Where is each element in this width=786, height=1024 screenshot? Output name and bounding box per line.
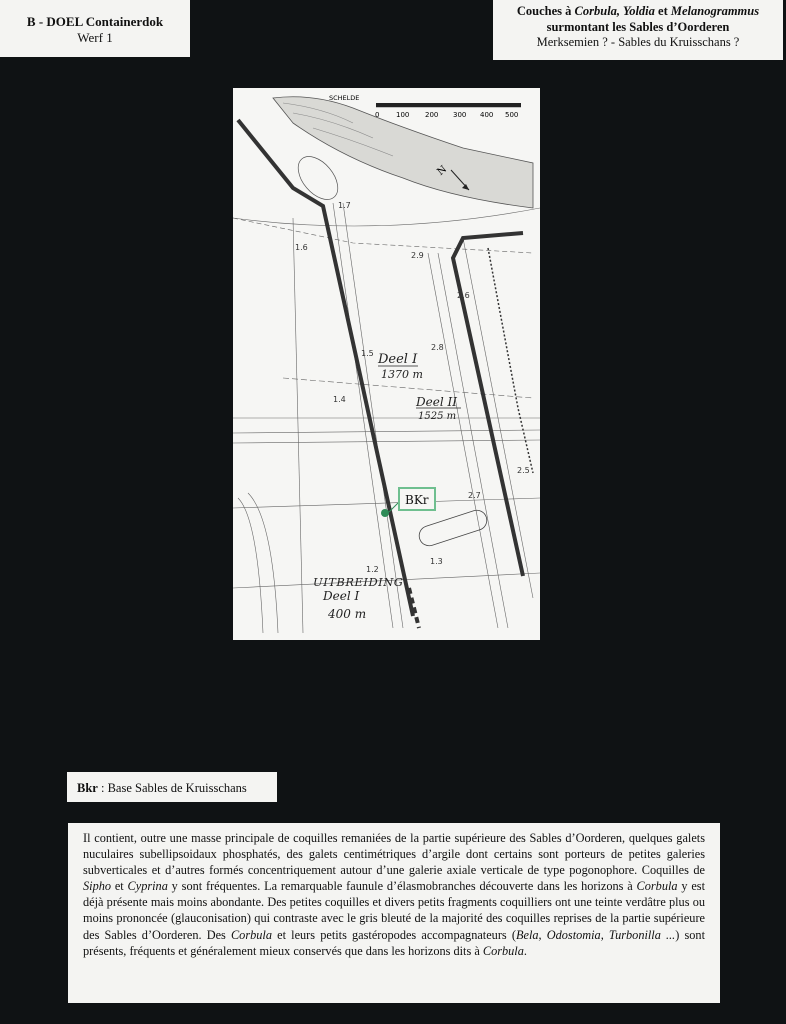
scale-tick-200: 200: [425, 111, 439, 119]
desc-taxon-corbula-2: Corbula: [230, 927, 272, 942]
scale-tick-500: 500: [505, 111, 519, 119]
desc-taxon-cyprina: Cyprina: [127, 879, 168, 894]
handwritten-notes: [313, 352, 461, 621]
bkr-label: BKr: [405, 493, 429, 507]
desc-taxon-corbula-3: Corbula: [482, 943, 524, 958]
scale-ticks: [375, 111, 518, 119]
site-title-box: [0, 0, 190, 57]
desc-et: et: [111, 879, 128, 894]
desc-part-4: et leurs petits gastéropodes accompagnateurs (: [271, 927, 516, 942]
desc-part-3: y est déjà présente mais moins abondante. Des petites coquilles et divers petits fragments coquilliers ont une teinte verdâtre plus ou moins prononcée (glauconisation) qui contraste avec le gris bleuté de la majorité des coquilles reprises de la partie supérieure des Sables d’Oorderen. Des: [83, 879, 705, 942]
scale-tick-0: 0: [375, 111, 380, 119]
distance-label-2-5: 2.5: [517, 466, 530, 475]
desc-part-2: y sont fréquentes. La remarquable faunule d’élasmobranches découverte dans les horizons à: [167, 879, 637, 894]
distance-label-2-9: 2.9: [411, 251, 424, 260]
desc-taxon-sipho: Sipho: [83, 879, 112, 894]
desc-part-6: .: [523, 943, 527, 958]
north-label: N: [435, 163, 450, 178]
distance-label-1-6: 1.6: [295, 243, 308, 252]
desc-part-1: Il contient, outre une masse principale de coquilles remaniées de la partie supérieure des Sables d’Oorderen, quelques galets nuculaires subellipsoidaux phosphatés, des galets centimétriques d’argile dont certains sont porteurs de petites galeries subverticales et d’autres formés concentriquement autour d’une galerie axiale verticale de type pogonophore. Coquilles de: [83, 831, 705, 878]
site-subtitle: Werf 1: [77, 30, 113, 46]
layer-title-line2: surmontant les Sables d’Oorderen: [546, 19, 730, 34]
building-outline: [417, 508, 490, 549]
deel1-name: Deel I: [378, 352, 418, 367]
layer-title-taxa-b: Melanogrammus: [670, 4, 760, 18]
distance-label-1-7: 1.7: [338, 201, 351, 210]
distance-label-2-6: 2.6: [457, 291, 470, 300]
trench-deel-2: [453, 233, 523, 576]
layer-title-taxa-a: Corbula, Yoldia: [574, 4, 655, 18]
desc-taxon-corbula-1: Corbula: [636, 879, 678, 894]
site-map-drawing: [233, 88, 540, 640]
river-label: SCHELDE: [329, 94, 360, 102]
bkr-code: Bkr: [77, 781, 98, 795]
distance-label-1-4: 1.4: [333, 395, 346, 404]
desc-taxa-genera: Bela, Odostomia, Turbonilla ...: [515, 927, 676, 942]
distance-label-2-8: 2.8: [431, 343, 444, 352]
deel2-name: Deel II: [416, 395, 457, 409]
distance-labels: [295, 201, 530, 574]
extension-line1: UITBREIDING: [313, 575, 404, 589]
boundary-lines: [233, 203, 540, 633]
layer-title-line1: [493, 4, 783, 20]
site-map: [233, 88, 540, 640]
scale-tick-300: 300: [453, 111, 467, 119]
desc-part-5: ) sont présents, fréquents et généralement mieux conservés que dans les horizons dits à: [83, 927, 705, 958]
layer-title-et: et: [654, 4, 671, 18]
layer-title-prefix: Couches à: [516, 4, 575, 18]
bkr-location-dot: [381, 509, 389, 517]
distance-label-1-5: 1.5: [361, 349, 374, 358]
distance-label-2-7: 2.7: [468, 491, 481, 500]
description-text: [68, 823, 720, 1003]
bkr-caption-text: : Base Sables de Kruisschans: [97, 781, 247, 795]
quay-outline: [290, 149, 345, 207]
scale-bar: [376, 103, 521, 107]
extension-line2: Deel I: [323, 589, 360, 603]
layer-title-box: [493, 0, 783, 60]
distance-label-1-2: 1.2: [366, 565, 379, 574]
scale-tick-100: 100: [396, 111, 410, 119]
layer-title-line3: Merksemien ? - Sables du Kruisschans ?: [536, 35, 740, 50]
deel2-length: 1525 m: [418, 411, 457, 422]
scale-tick-400: 400: [480, 111, 494, 119]
bkr-caption: [67, 772, 277, 802]
deel1-length: 1370 m: [381, 368, 423, 381]
distance-label-1-3: 1.3: [430, 557, 443, 566]
extension-line3: 400 m: [328, 607, 367, 621]
site-title: B - DOEL Containerdok: [26, 14, 164, 29]
